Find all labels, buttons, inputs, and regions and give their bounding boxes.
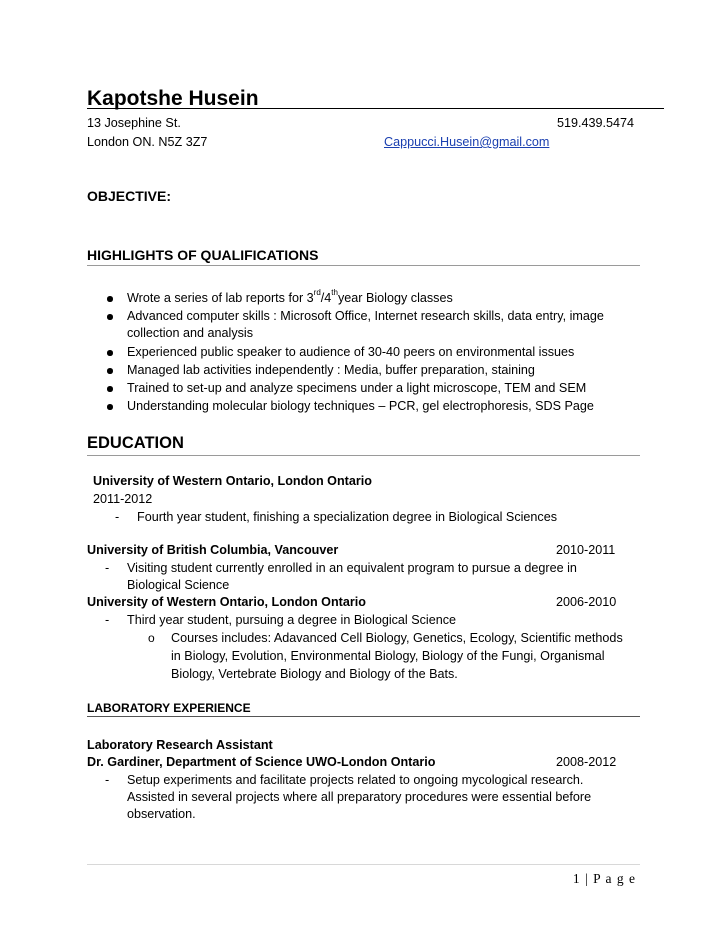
address-line-1: 13 Josephine St.	[87, 116, 181, 130]
dash-marker: -	[115, 510, 120, 524]
page-number: 1 | P a g e	[572, 871, 636, 886]
education-2-school: University of British Columbia, Vancouver	[87, 543, 339, 557]
bullet-icon	[107, 386, 113, 392]
lab-dates: 2008-2012	[556, 755, 617, 769]
education-3-courses-line-3: Biology, Vertebrate Biology and Biology of the Bats.	[171, 667, 458, 681]
education-2-detail-line-1: Visiting student currently enrolled in an equivalent program to pursue a degree in	[127, 561, 577, 575]
objective-heading: OBJECTIVE:	[87, 188, 172, 204]
qualification-item-4: Managed lab activities independently : Media, buffer preparation, staining	[127, 363, 535, 377]
bullet-icon	[107, 368, 113, 374]
qualification-item-1: Wrote a series of lab reports for 3rd/4thyear Biology classes	[127, 288, 453, 305]
dash-marker: -	[105, 613, 110, 627]
qualification-item-2-line-1: Advanced computer skills : Microsoft Office, Internet research skills, data entry, image	[127, 309, 604, 323]
footer-rule	[87, 864, 640, 865]
circle-marker: o	[148, 631, 155, 645]
lab-detail-line-3: observation.	[127, 807, 196, 821]
bullet-icon	[107, 314, 113, 320]
dash-marker: -	[105, 773, 110, 787]
phone-number: 519.439.5474	[557, 116, 635, 130]
lab-detail-line-1: Setup experiments and facilitate projects related to ongoing mycological research.	[127, 773, 584, 787]
qualification-item-5: Trained to set-up and analyze specimens under a light microscope, TEM and SEM	[127, 381, 587, 395]
lab-heading: LABORATORY EXPERIENCE	[87, 701, 251, 715]
address-line-2: London ON. N5Z 3Z7	[87, 135, 208, 149]
dash-marker: -	[105, 561, 110, 575]
education-1-school: University of Western Ontario, London Ontario	[93, 474, 372, 488]
education-3-courses-line-1: Courses includes: Adavanced Cell Biology, Genetics, Ecology, Scientific methods	[171, 631, 623, 645]
education-1-detail: Fourth year student, finishing a specialization degree in Biological Sciences	[137, 510, 558, 524]
qualifications-heading: HIGHLIGHTS OF QUALIFICATIONS	[87, 247, 319, 263]
lab-detail-line-2: Assisted in several projects where all preparatory procedures were essential before	[127, 790, 592, 804]
qualification-item-6: Understanding molecular biology techniques – PCR, gel electrophoresis, SDS Page	[127, 399, 594, 413]
candidate-name: Kapotshe Husein	[87, 87, 259, 110]
bullet-icon	[107, 350, 113, 356]
education-3-detail: Third year student, pursuing a degree in Biological Science	[127, 613, 457, 627]
qualifications-rule	[87, 265, 640, 266]
education-rule	[87, 455, 640, 456]
name-underline	[87, 108, 664, 109]
bullet-icon	[107, 296, 113, 302]
education-2-detail-line-2: Biological Science	[127, 578, 230, 592]
email-link[interactable]: Cappucci.Husein@gmail.com	[384, 135, 550, 149]
education-3-courses-line-2: in Biology, Evolution, Environmental Biology, Biology of the Fungi, Organismal	[171, 649, 605, 663]
qualification-item-2-line-2: collection and analysis	[127, 326, 254, 340]
education-heading: EDUCATION	[87, 434, 184, 452]
bullet-icon	[107, 404, 113, 410]
education-3-dates: 2006-2010	[556, 595, 617, 609]
qualification-item-3: Experienced public speaker to audience of 30-40 peers on environmental issues	[127, 345, 575, 359]
education-1-dates: 2011-2012	[93, 492, 153, 506]
lab-title: Laboratory Research Assistant	[87, 738, 273, 752]
lab-rule	[87, 716, 640, 717]
education-2-dates: 2010-2011	[556, 543, 616, 557]
lab-organization: Dr. Gardiner, Department of Science UWO-London Ontario	[87, 755, 436, 769]
education-3-school: University of Western Ontario, London Ontario	[87, 595, 366, 609]
